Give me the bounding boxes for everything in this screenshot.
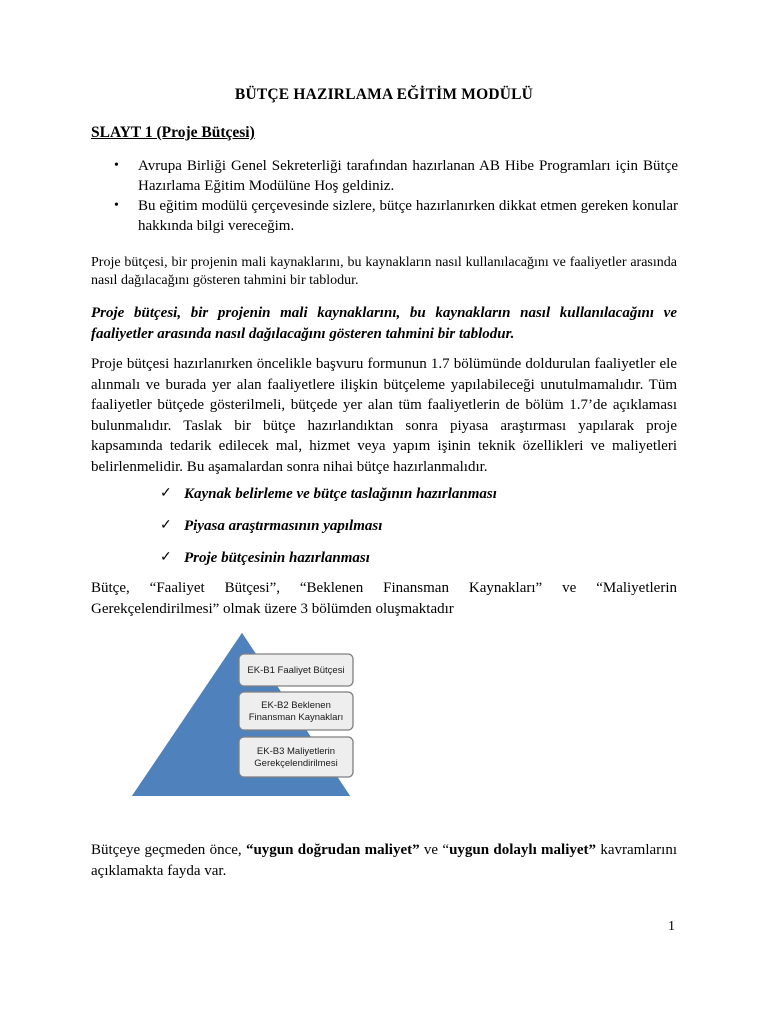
page-number: 1: [668, 919, 675, 934]
definition-paragraph-emphasis: Proje bütçesi, bir projenin mali kaynaklarını, bu kaynakların nasıl kullanılacağını ve faaliyetler arasında nasıl dağılacağını gösteren tahmini bir tablodur.: [91, 305, 677, 342]
pyramid-box-label: EK-B3 Maliyetlerin: [256, 746, 336, 757]
bullet-item: [114, 156, 678, 196]
steps-checklist: [160, 484, 497, 580]
intro-bullet-list: [114, 156, 678, 236]
pyramid-box-label: EK-B1 Faaliyet Bütçesi: [247, 665, 345, 676]
bullet-icon: •: [114, 158, 119, 173]
bullet-text: Avrupa Birliği Genel Sekreterliği tarafından hazırlanan AB Hibe Programları için Bütçe Hazırlama Eğitim Modülüne Hoş geldiniz.: [138, 158, 678, 194]
checkmark-icon: ✓: [160, 518, 172, 533]
paragraph-connector: ve “: [419, 842, 450, 858]
bullet-item: [114, 196, 678, 236]
pyramid-box-label: Finansman Kaynakları: [248, 712, 344, 723]
pyramid-box-2: [239, 692, 353, 730]
cost-concepts-paragraph: [91, 840, 677, 881]
budget-parts-paragraph: Bütçe, “Faaliyet Bütçesi”, “Beklenen Finansman Kaynakları” ve “Maliyetlerin Gerekçelendirilmesi” olmak üzere 3 bölümden oluşmaktadır: [91, 580, 677, 617]
checklist-text: Kaynak belirleme ve bütçe taslağının hazırlanması: [184, 486, 497, 502]
checklist-text: Piyasa araştırmasının yapılması: [184, 518, 383, 534]
bullet-icon: •: [114, 198, 119, 213]
budget-pyramid-diagram: [126, 627, 366, 802]
bullet-text: Bu eğitim modülü çerçevesinde sizlere, bütçe hazırlanırken dikkat etmen gereken konular hakkında bilgi vereceğim.: [138, 198, 678, 234]
term-indirect-cost: uygun dolaylı maliyet”: [449, 842, 597, 858]
pyramid-box-1: [239, 654, 353, 686]
checklist-item: [160, 516, 497, 548]
paragraph-suffix: kavramlarını açıklamakta fayda var.: [91, 842, 677, 879]
checklist-item: [160, 484, 497, 516]
pyramid-box-3: [239, 737, 353, 777]
checklist-text: Proje bütçesinin hazırlanması: [184, 550, 370, 566]
paragraph-prefix: Bütçeye geçmeden önce,: [91, 842, 246, 858]
budget-process-paragraph: Proje bütçesi hazırlanırken öncelikle başvuru formunun 1.7 bölümünde doldurulan faaliyetler ele alınmalı ve burada yer alan faaliyetlere ilişkin bütçeleme yapılabileceği unutulmamalıdır. Tüm faaliyetler bütçede gösterilmeli, bütçede yer alan tüm faaliyetlerin de bölüm 1.7’de açıklaması bulunmalıdır. Taslak bir bütçe hazırlandıktan sonra piyasa araştırması yapılarak proje kapsamında tedarik edilecek mal, hizmet veya yapım işinin teknik özellikleri ve maliyetleri belirlenmelidir. Bu aşamalardan sonra nihai bütçe hazırlanmalıdır.: [91, 356, 677, 475]
pyramid-box-label: Gerekçelendirilmesi: [254, 758, 338, 769]
section-heading: SLAYT 1 (Proje Bütçesi): [91, 124, 255, 141]
pyramid-box-label: EK-B2 Beklenen: [261, 700, 331, 711]
checkmark-icon: ✓: [160, 486, 172, 501]
checkmark-icon: ✓: [160, 550, 172, 565]
definition-paragraph: Proje bütçesi, bir projenin mali kaynaklarını, bu kaynakların nasıl kullanılacağını ve faaliyetler arasında nasıl dağılacağını gösteren tahmini bir tablodur.: [91, 255, 677, 288]
term-direct-cost: “uygun doğrudan maliyet”: [245, 842, 420, 858]
document-title: BÜTÇE HAZIRLAMA EĞİTİM MODÜLÜ: [234, 86, 534, 103]
checklist-item: [160, 548, 497, 580]
